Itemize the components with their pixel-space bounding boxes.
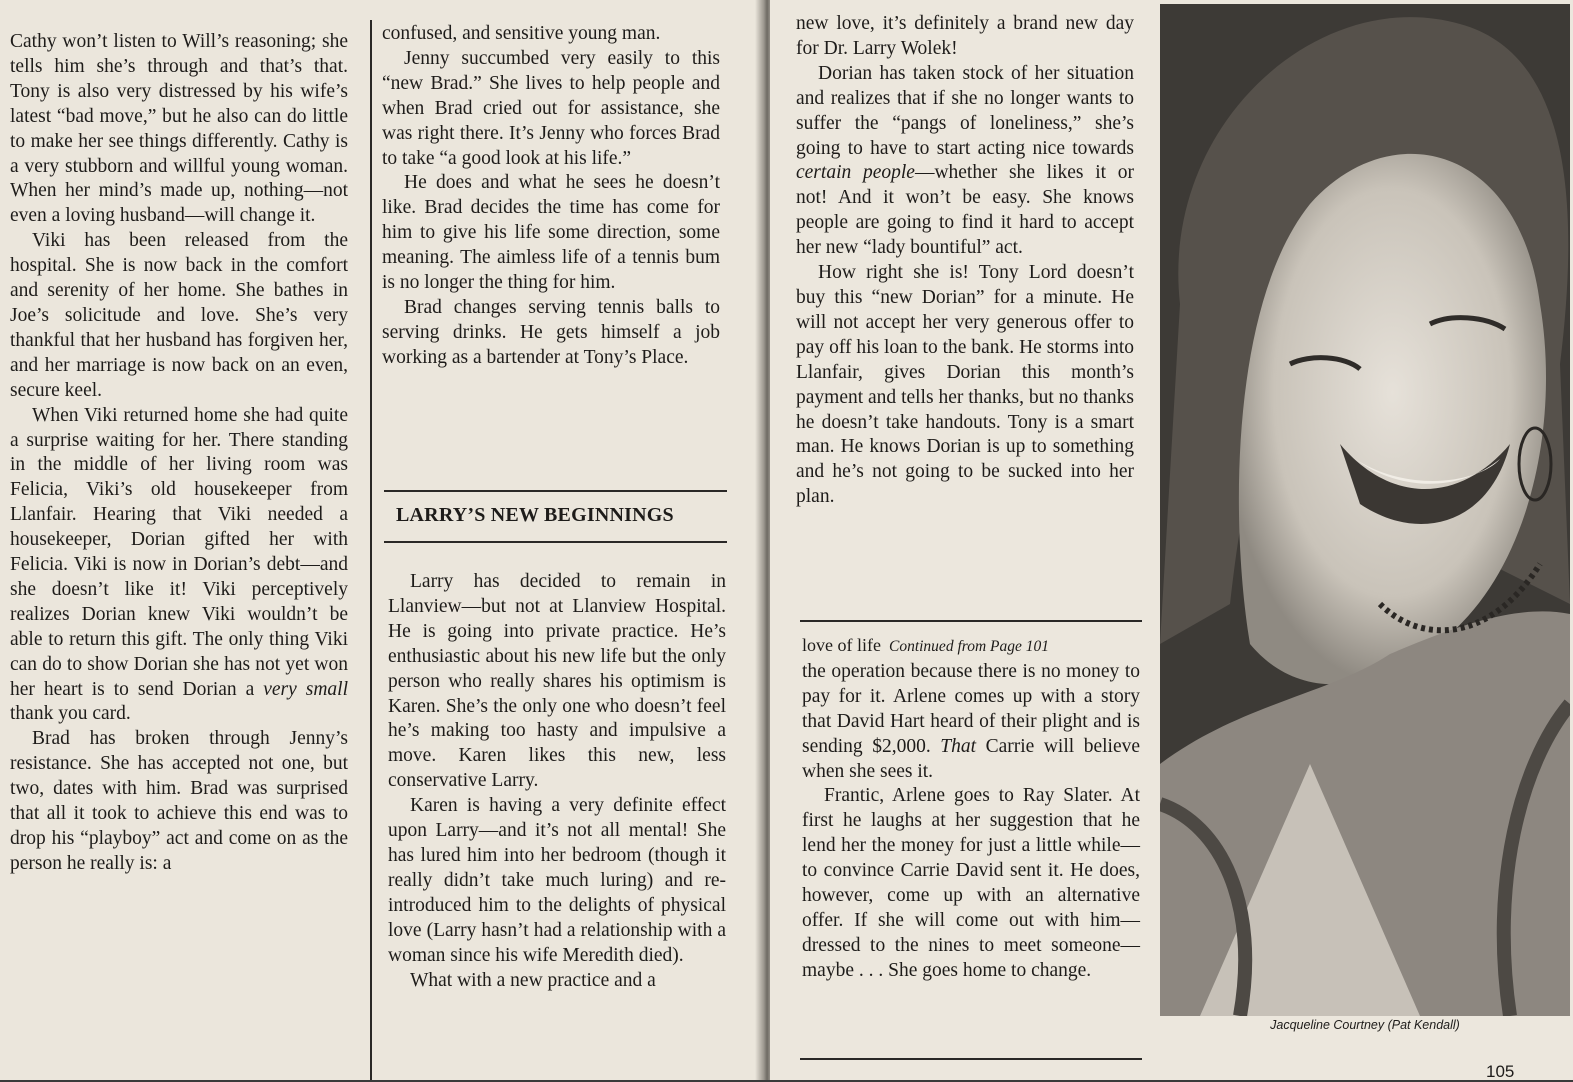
paragraph: Jenny succumbed very easily to this “new Brad.” She lives to help people and when Brad cried out for assistance, she was right there. It’s Jenny who forces Brad to take “a good look at his life.” bbox=[382, 47, 720, 169]
paragraph: the operation because there is no money to pay for it. Arlene comes up with a story that David Hart heard of their plight and is sending $2,000. That Carrie will believe when she sees it. bbox=[802, 660, 1141, 782]
emphasis: certain people bbox=[796, 162, 915, 184]
paragraph: Frantic, Arlene goes to Ray Slater. At first he laughs at her suggestion that he lend her the money for just a little while—to convince Carrie David sent it. He does, however, come up with an alternative offer. If she will come out with him—dressed to the nines to meet someone—maybe . . . She goes home to change. bbox=[802, 785, 1140, 981]
heading-rule-top bbox=[384, 490, 727, 492]
column-2-continued bbox=[388, 570, 726, 993]
left-page bbox=[0, 0, 760, 1080]
column-3 bbox=[796, 12, 1134, 510]
section-heading: LARRY’S NEW BEGINNINGS bbox=[396, 504, 674, 526]
running-head: love of life Continued from Page 101 bbox=[802, 635, 1049, 655]
column-1 bbox=[10, 30, 348, 877]
emphasis: very small bbox=[263, 678, 349, 700]
woman-portrait-illustration bbox=[1160, 4, 1570, 1016]
paragraph: Larry has decided to remain in Llanview—but not at Llanview Hospital. He is going into private practice. He’s enthusiastic about his new life but the only person who really shares his optimism is Karen. She’s the only one who doesn’t feel he’s making too hasty and impulsive a move. Karen likes this new, less conservative Larry. bbox=[388, 571, 726, 792]
paragraph: Brad changes serving tennis balls to serving drinks. He gets himself a job working as a bartender at Tony’s Place. bbox=[382, 296, 720, 368]
paragraph: When Viki returned home she had quite a surprise waiting for her. There standing in the middle of her living room was Felicia, Viki’s old housekeeper from Llanfair. Hearing that Viki needed a housekeeper, Dorian gifted her with Felicia. Viki is now in Dorian’s debt—and she doesn’t like it! Viki perceptively realizes Dorian knew Viki wouldn’t be able to return this gift. The only thing Viki can do to show Dorian she has not yet won her heart is to send Dorian a very small thank you card. bbox=[10, 404, 349, 725]
emphasis: That bbox=[940, 735, 977, 757]
paragraph: Dorian has taken stock of her situation and realizes that if she no longer wants to suffer the “pangs of loneliness,” she’s going to have to start acting nice towards certain people—whether she likes it or not! And it won’t be easy. She knows people are going to find it hard to accept her new “lady bountiful” act. bbox=[796, 62, 1134, 259]
paragraph: Viki has been released from the hospital. She is now back in the comfort and serenity of her home. She bathes in Joe’s solicitude and love. She’s very thankful that her husband has forgiven her, and her marriage is now back on an even, secure keel. bbox=[10, 230, 348, 401]
paragraph: He does and what he sees he doesn’t like. Brad decides the time has come for him to give his life some direction, some meaning. The aimless life of a tennis bum is no longer the thing for him. bbox=[382, 172, 720, 294]
column-2 bbox=[382, 22, 720, 371]
continued-note: Continued from Page 101 bbox=[888, 638, 1049, 655]
portrait-photo bbox=[1160, 4, 1570, 1016]
paragraph: Karen is having a very definite effect upon Larry—and it’s not all mental! She has lured him into her bedroom (though it really didn’t take much luring) and re-introduced him to the delights of physical love (Larry hasn’t had a relationship with a woman since his wife Meredith died). bbox=[388, 795, 726, 966]
column-3-continued bbox=[802, 633, 1140, 984]
bottom-rule bbox=[800, 1058, 1142, 1060]
paragraph: new love, it’s definitely a brand new day for Dr. Larry Wolek! bbox=[796, 13, 1134, 59]
column-divider bbox=[370, 20, 372, 1080]
section-divider bbox=[800, 620, 1142, 622]
page-number: 105 bbox=[1486, 1062, 1515, 1081]
paragraph: Cathy won’t listen to Will’s reasoning; she tells him she’s through and that’s that. Tony is also very distressed by his wife’s latest “bad move,” but he also can do little to make her see things differently. Cathy is a very stubborn and willful young woman. When her mind’s made up, nothing—not even a loving husband—will change it. bbox=[10, 31, 348, 227]
paragraph: confused, and sensitive young man. bbox=[382, 23, 661, 44]
heading-rule-bottom bbox=[384, 541, 727, 543]
paragraph: How right she is! Tony Lord doesn’t buy this “new Dorian” for a minute. He will not accept her very generous offer to pay off his loan to the bank. He storms into Llanfair, gives Dorian this month’s payment and tells her thanks, but no thanks he doesn’t take handouts. Tony is a smart man. He knows Dorian is up to something and he’s not going to be sucked into her plan. bbox=[796, 262, 1134, 508]
paragraph: Brad has broken through Jenny’s resistance. She has accepted not one, but two, dates with him. Brad was surprised that all it took to achieve this end was to drop his “playboy” act and come on as the person he really is: a bbox=[10, 728, 348, 874]
paragraph: What with a new practice and a bbox=[410, 969, 656, 991]
photo-caption: Jacqueline Courtney (Pat Kendall) bbox=[1270, 1018, 1460, 1032]
